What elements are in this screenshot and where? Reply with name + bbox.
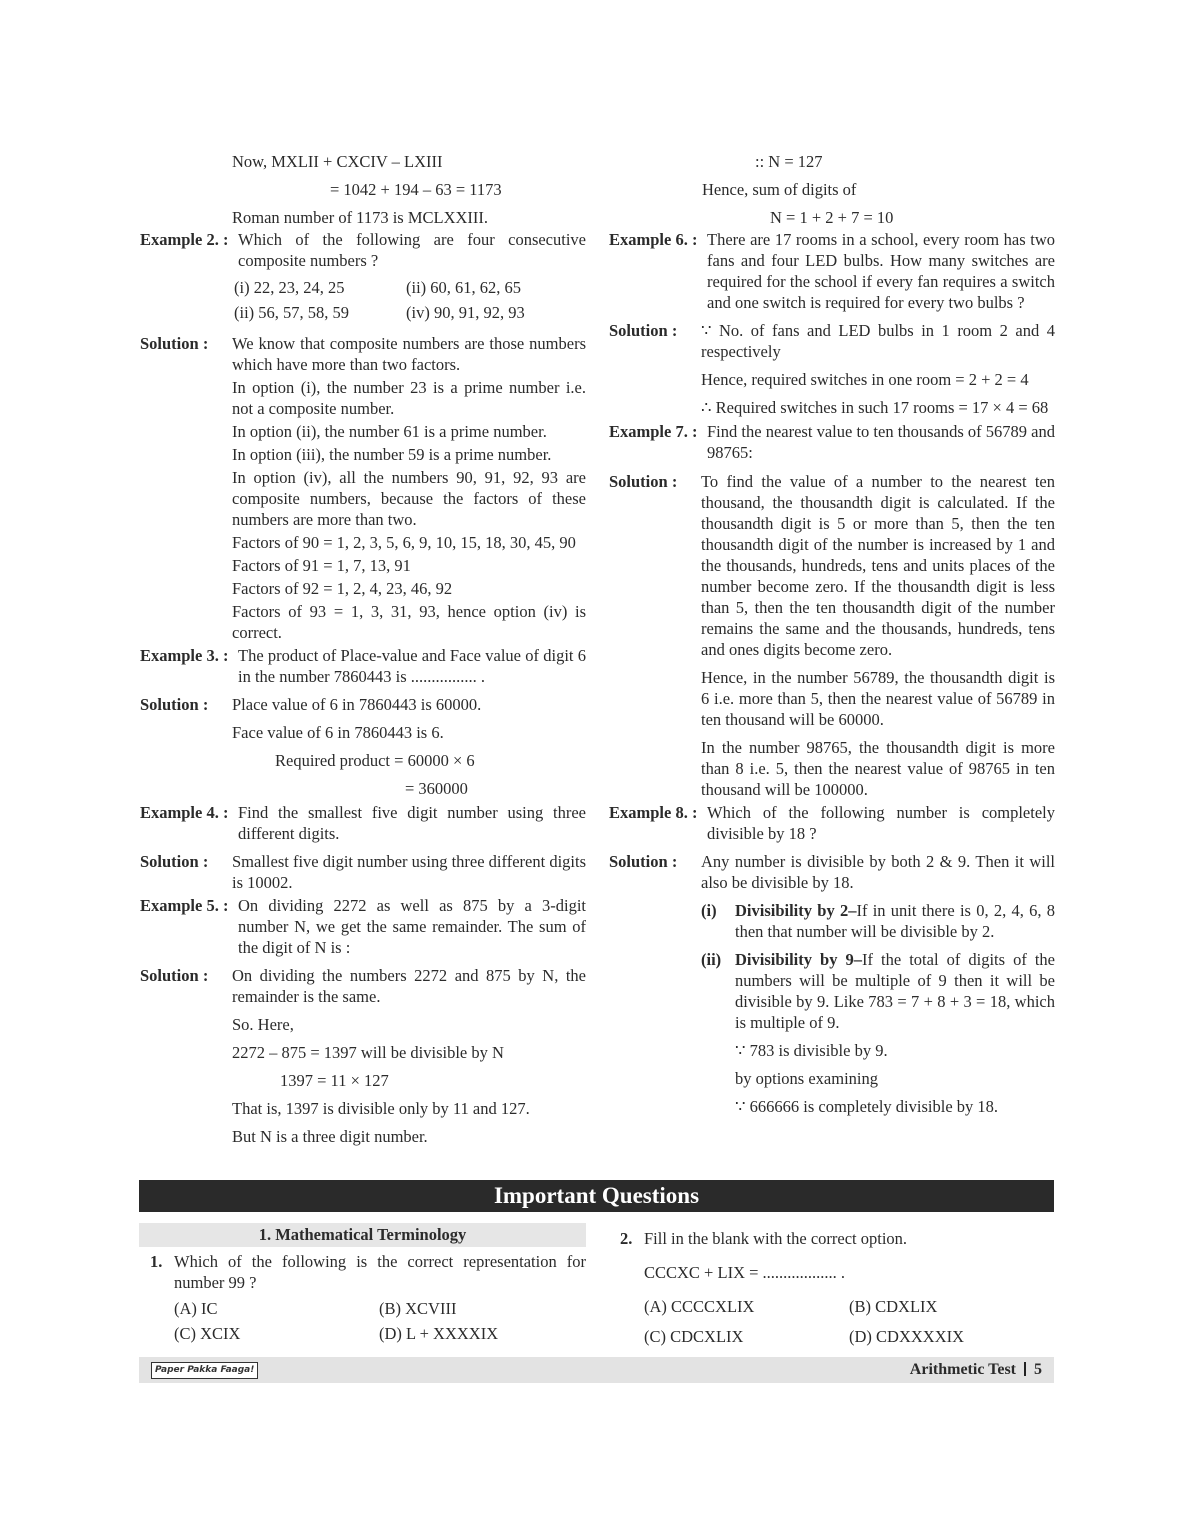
solution-line: Factors of 92 = 1, 2, 4, 23, 46, 92 [232, 579, 453, 598]
divisibility-rule-9 [609, 949, 1055, 1033]
question-expression: CCCXC + LIX = .................. . [644, 1263, 846, 1282]
example-label: Example 3. : [140, 646, 229, 665]
solution-label: Solution : [140, 695, 209, 714]
solution-label: Solution : [140, 334, 209, 353]
option: (C) XCIX [174, 1324, 241, 1343]
text-line: In the number 98765, the thousandth digit is more than 8 i.e. 5, then the nearest value of 98765 in ten thousand will be 100000. [701, 738, 1055, 799]
text-line: 2272 – 875 = 1397 will be divisible by N [232, 1043, 504, 1062]
solution-line: In option (iv), all the numbers 90, 91, 92, 93 are composite numbers, because the factors of these numbers are more than two. [232, 468, 586, 529]
option: (C) CDCXLIX [644, 1327, 744, 1346]
solution-line: We know that composite numbers are those numbers which have more than two factors. [232, 334, 586, 374]
solution-label: Solution : [140, 852, 209, 871]
page-number: 5 [1034, 1361, 1042, 1378]
solution-3 [140, 694, 586, 715]
example-text: Which of the following are four consecutive composite numbers ? [238, 230, 586, 270]
rule-text [735, 949, 1055, 1033]
rule-text [735, 900, 1055, 942]
right-column [609, 150, 1055, 1116]
text-line: Hence, sum of digits of [702, 180, 857, 199]
example-2 [140, 229, 586, 271]
subsection-heading: 1. Mathematical Terminology [139, 1223, 586, 1247]
solution-body [232, 333, 586, 643]
section-banner: Important Questions [139, 1180, 1054, 1212]
text-line: ∵ 666666 is completely divisible by 18. [735, 1097, 999, 1116]
text-line: But N is a three digit number. [232, 1127, 428, 1146]
example-label: Example 4. : [140, 803, 229, 822]
example-text: Which of the following number is completely divisible by 18 ? [707, 803, 1055, 843]
text-line: So. Here, [232, 1015, 294, 1034]
example-label: Example 7. : [609, 422, 698, 441]
question-number: 2. [620, 1229, 633, 1248]
example-label: Example 2. : [140, 230, 229, 249]
option: (ii) 56, 57, 58, 59 [234, 303, 350, 322]
solution-label: Solution : [609, 472, 678, 491]
solution-text: Place value of 6 in 7860443 is 60000. [232, 695, 482, 714]
solution-2 [140, 333, 586, 643]
question-1 [150, 1251, 586, 1346]
solution-label: Solution : [609, 852, 678, 871]
option: (A) IC [174, 1299, 218, 1318]
question-options [150, 1296, 586, 1346]
text-line: 1397 = 11 × 127 [280, 1071, 389, 1090]
divisibility-rule-2 [609, 900, 1055, 942]
text-line: Hence, in the number 56789, the thousandth digit is 6 i.e. more than 5, then the nearest value of 56789 in ten thousand will be 60000. [701, 668, 1055, 729]
text-line: Roman number of 1173 is MCLXXIII. [232, 208, 489, 227]
solution-label: Solution : [140, 966, 209, 985]
text-line: Face value of 6 in 7860443 is 6. [232, 723, 444, 742]
text-line: Now, MXLII + CXCIV – LXIII [232, 152, 443, 171]
option: (D) CDXXXXIX [849, 1327, 965, 1346]
question-number: 1. [150, 1252, 163, 1271]
solution-text: To find the value of a number to the nearest ten thousand, the thousandth digit is calculated. If the thousandth digit is 5 or more than 5, then the ten thousandth digit of the number is increased by 1 and the thousands, hundreds, tens and units places of the number become zero. If the thousandth digit is less than 5, then the ten thousandth digit of the number remains the same and the thousands, hundreds, tens and ones digits become zero. [701, 472, 1055, 659]
example-text: Find the nearest value to ten thousands of 56789 and 98765: [707, 422, 1055, 462]
rule-body: If the total of digits of the numbers will be multiple of 9 then it will be divisible by 9. Like 783 = 7 + 8 + 3 = 18, which is multiple of 9. [735, 950, 1055, 1032]
rule-heading: Divisibility by 9– [735, 950, 863, 969]
text-line: N = 1 + 2 + 7 = 10 [770, 208, 894, 227]
text-line: :: N = 127 [755, 152, 823, 171]
example-5 [140, 895, 586, 958]
text-line: That is, 1397 is divisible only by 11 and 127. [232, 1099, 530, 1118]
solution-line: In option (ii), the number 61 is a prime number. [232, 422, 547, 441]
solution-text: On dividing the numbers 2272 and 875 by N, the remainder is the same. [232, 966, 586, 1006]
example-4 [140, 802, 586, 844]
text-line: Required product = 60000 × 6 [275, 751, 475, 770]
solution-4 [140, 851, 586, 893]
example-label: Example 6. : [609, 230, 698, 249]
solution-8 [609, 851, 1055, 893]
solution-line: In option (i), the number 23 is a prime number i.e. not a composite number. [232, 378, 586, 418]
solution-5 [140, 965, 586, 1007]
solution-label: Solution : [609, 321, 678, 340]
solution-7 [609, 471, 1055, 660]
option: (i) 22, 23, 24, 25 [234, 278, 345, 297]
question-text: Fill in the blank with the correct option. [644, 1229, 908, 1248]
example-text: On dividing 2272 as well as 875 by a 3-digit number N, we get the same remainder. The sum of the digit of N is : [238, 896, 586, 957]
example-8 [609, 802, 1055, 844]
page-footer [139, 1357, 1054, 1383]
question-text: Which of the following is the correct representation for number 99 ? [174, 1252, 586, 1292]
solution-text: ∵ No. of fans and LED bulbs in 1 room 2 and 4 respectively [701, 321, 1055, 361]
text-line: Hence, required switches in one room = 2 + 2 = 4 [701, 370, 1029, 389]
footer-separator [1024, 1362, 1026, 1376]
question-options [620, 1292, 1055, 1352]
solution-6 [609, 320, 1055, 362]
option: (ii) 60, 61, 62, 65 [406, 278, 522, 297]
rule-body: If in unit there is 0, 2, 4, 6, 8 then that number will be divisible by 2. [735, 901, 1055, 941]
example-text: There are 17 rooms in a school, every room has two fans and four LED bulbs. How many switches are required for the school if every fan requires a switch and one switch is required for every two bulbs ? [707, 230, 1055, 312]
example-7 [609, 421, 1055, 463]
rule-number: (i) [701, 901, 717, 920]
rule-heading: Divisibility by 2– [735, 901, 857, 920]
option: (iv) 90, 91, 92, 93 [406, 303, 525, 322]
example-text: Find the smallest five digit number using three different digits. [238, 803, 586, 843]
text-line: = 360000 [405, 779, 468, 798]
footer-title: Arithmetic Test [909, 1361, 1016, 1378]
example-6 [609, 229, 1055, 313]
option: (A) CCCCXLIX [644, 1297, 755, 1316]
example-3 [140, 645, 586, 687]
example-label: Example 8. : [609, 803, 698, 822]
solution-line: Factors of 91 = 1, 7, 13, 91 [232, 556, 411, 575]
option: (B) CDXLIX [849, 1297, 938, 1316]
solution-line: Factors of 90 = 1, 2, 3, 5, 6, 9, 10, 15, 18, 30, 45, 90 [232, 533, 576, 552]
footer-right [910, 1357, 1042, 1383]
rule-number: (ii) [701, 950, 722, 969]
solution-text: Any number is divisible by both 2 & 9. Then it will also be divisible by 18. [701, 852, 1055, 892]
solution-line: In option (iii), the number 59 is a prime number. [232, 445, 552, 464]
example-text: The product of Place-value and Face value of digit 6 in the number 7860443 is ................ . [238, 646, 586, 686]
option: (D) L + XXXXIX [379, 1324, 499, 1343]
example-2-options [140, 275, 586, 325]
text-line: ∴ Required switches in such 17 rooms = 17 × 4 = 68 [701, 398, 1049, 417]
text-line: ∵ 783 is divisible by 9. [735, 1041, 888, 1060]
option: (B) XCVIII [379, 1299, 457, 1318]
text-line: = 1042 + 194 – 63 = 1173 [330, 180, 502, 199]
example-label: Example 5. : [140, 896, 229, 915]
solution-text: Smallest five digit number using three different digits is 10002. [232, 852, 586, 892]
question-2 [620, 1228, 1055, 1352]
left-column [140, 150, 586, 1146]
publisher-logo: Paper Pakka Faaga! [151, 1362, 258, 1379]
text-line: by options examining [735, 1069, 878, 1088]
solution-line: Factors of 93 = 1, 3, 31, 93, hence option (iv) is correct. [232, 602, 586, 642]
